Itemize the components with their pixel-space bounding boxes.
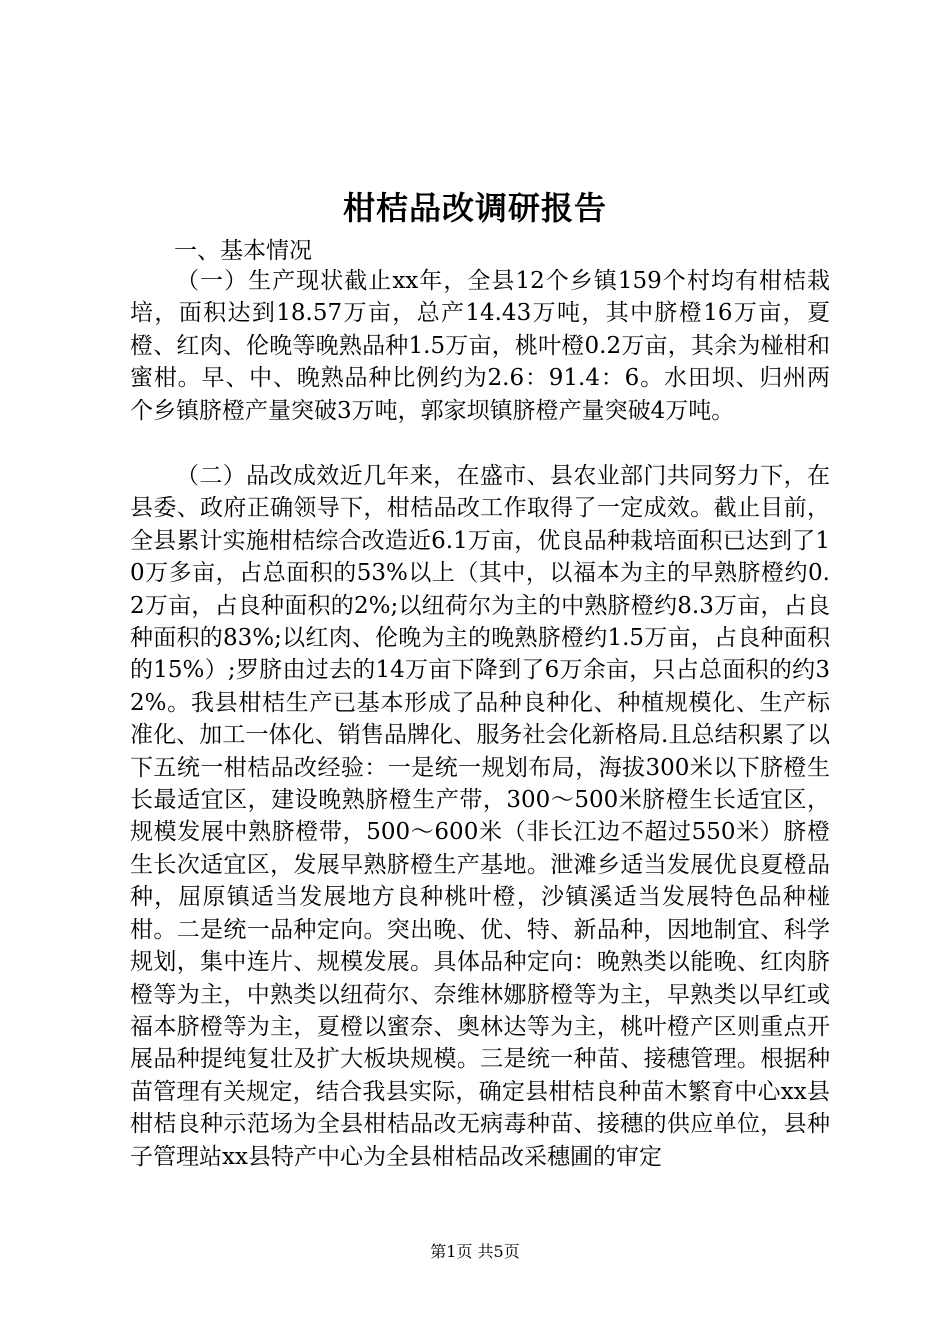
paragraph-variety-improvement: （二）品改成效近几年来，在盛市、县农业部门共同努力下，在县委、政府正确领导下，柑桔品改工作取得了一定成效。截止目前，全县累计实施柑桔综合改造近6.1万亩，优良品种栽培面积已达到了10万多亩，占总面积的53%以上（其中，以福本为主的早熟脐橙约0.2万亩，占良种面积的2%;以纽荷尔为主的中熟脐橙约8.3万亩，占良种面积的83%;以红肉、伦晚为主的晚熟脐橙约1.5万亩，占良种面积的15%）;罗脐由过去的14万亩下降到了6万余亩，只占总面积的约32%。我县柑桔生产已基本形成了品种良种化、种植规模化、生产标准化、加工一体化、销售品牌化、服务社会化新格局.且总结积累了以下五统一柑桔品改经验：一是统一规划布局，海拔300米以下脐橙生长最适宜区，建设晚熟脐橙生产带，300～500米脐橙生长适宜区，规模发展中熟脐橙带，500～600米（非长江边不超过550米）脐橙生长次适宜区，发展早熟脐橙生产基地。泄滩乡适当发展优良夏橙品种，屈原镇适当发展地方良种桃叶橙，沙镇溪适当发展特色品种椪柑。二是统一品种定向。突出晚、优、特、新品种，因地制宜、科学规划，集中连片、规模发展。具体品种定向：晚熟类以能晚、红肉脐橙等为主，中熟类以纽荷尔、奈维林娜脐橙等为主，早熟类以早红或福本脐橙等为主，夏橙以蜜奈、奥林达等为主，桃叶橙产区则重点开展品种提纯复壮及扩大板块规模。三是统一种苗、接穗管理。根据种苗管理有关规定，结合我县实际，确定县柑桔良种苗木繁育中心xx县柑桔良种示范场为全县柑桔品改无病毒种苗、接穗的供应单位，县种子管理站xx县特产中心为全县柑桔品改采穗圃的审定 — [130, 463, 830, 1170]
paragraph-production-status: （一）生产现状截止xx年，全县12个乡镇159个村均有柑桔栽培，面积达到18.57万亩，总产14.43万吨，其中脐橙16万亩，夏橙、红肉、伦晚等晚熟品种1.5万亩，桃叶橙0.2万亩，其余为椪柑和蜜柑。早、中、晚熟品种比例约为2.6：91.4：6。水田坝、归州两个乡镇脐橙产量突破3万吨，郭家坝镇脐橙产量突破4万吨。 — [130, 268, 830, 424]
document-title: 柑桔品改调研报告 — [342, 189, 607, 227]
section-heading: 一、基本情况 — [174, 238, 312, 264]
page-footer: 第1页 共5页 — [430, 1242, 520, 1261]
